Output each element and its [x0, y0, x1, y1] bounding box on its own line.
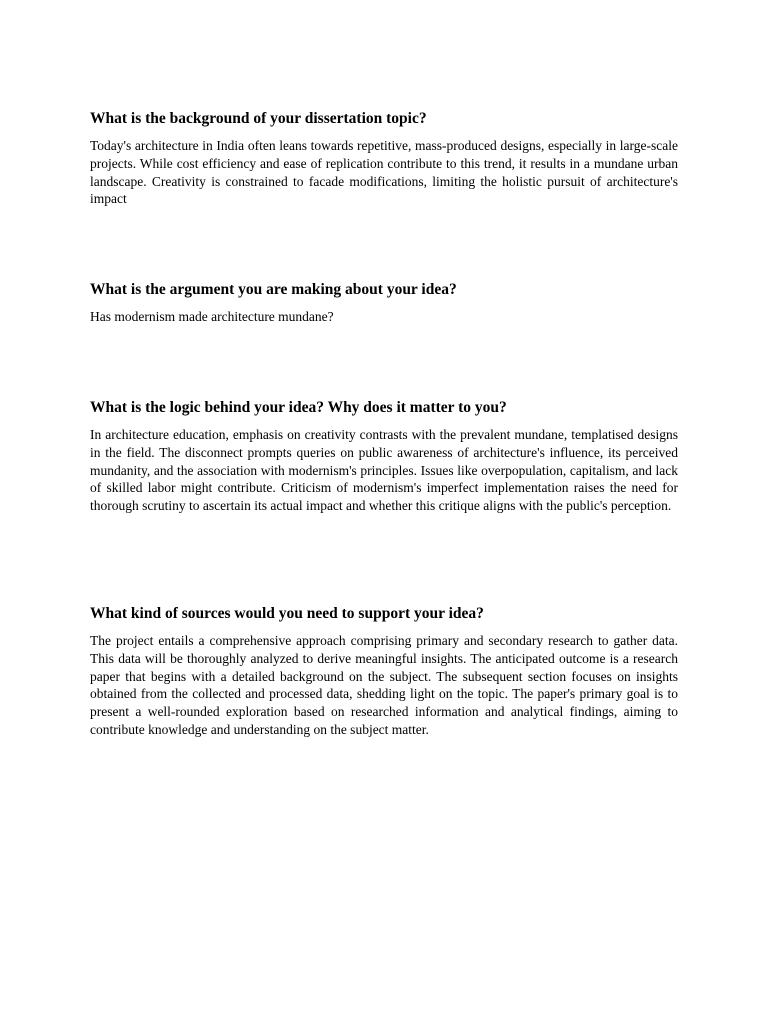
section-heading: What is the logic behind your idea? Why does it matter to you?: [90, 399, 507, 416]
section-background: [90, 109, 678, 208]
section-logic: [90, 398, 678, 515]
section-heading: What kind of sources would you need to support your idea?: [90, 605, 484, 622]
section-heading: What is the argument you are making about your idea?: [90, 281, 457, 298]
section-sources: [90, 604, 678, 739]
section-body: Today's architecture in India often leans towards repetitive, mass-produced designs, especially in large-scale projects. While cost efficiency and ease of replication contribute to this trend, it results in a mundane urban landscape. Creativity is constrained to facade modifications, limiting the holistic pursuit of architecture's impact: [90, 138, 678, 207]
section-body: Has modernism made architecture mundane?: [90, 309, 334, 324]
section-body: The project entails a comprehensive approach comprising primary and secondary research to gather data. This data will be thoroughly analyzed to derive meaningful insights. The anticipated outcome is a research paper that begins with a detailed background on the subject. The subsequent section focuses on insights obtained from the collected and processed data, shedding light on the topic. The paper's primary goal is to present a well-rounded exploration based on researched information and analytical findings, aiming to contribute knowledge and understanding on the subject matter.: [90, 633, 678, 737]
section-heading: What is the background of your dissertation topic?: [90, 110, 427, 127]
section-argument: [90, 280, 678, 326]
section-body: In architecture education, emphasis on creativity contrasts with the prevalent mundane, templatised designs in the field. The disconnect prompts queries on public awareness of architecture's influence, its perceived mundanity, and the association with modernism's principles. Issues like overpopulation, capitalism, and lack of skilled labor might contribute. Criticism of modernism's imperfect implementation raises the need for thorough scrutiny to ascertain its actual impact and whether this critique aligns with the public's perception.: [90, 427, 678, 514]
